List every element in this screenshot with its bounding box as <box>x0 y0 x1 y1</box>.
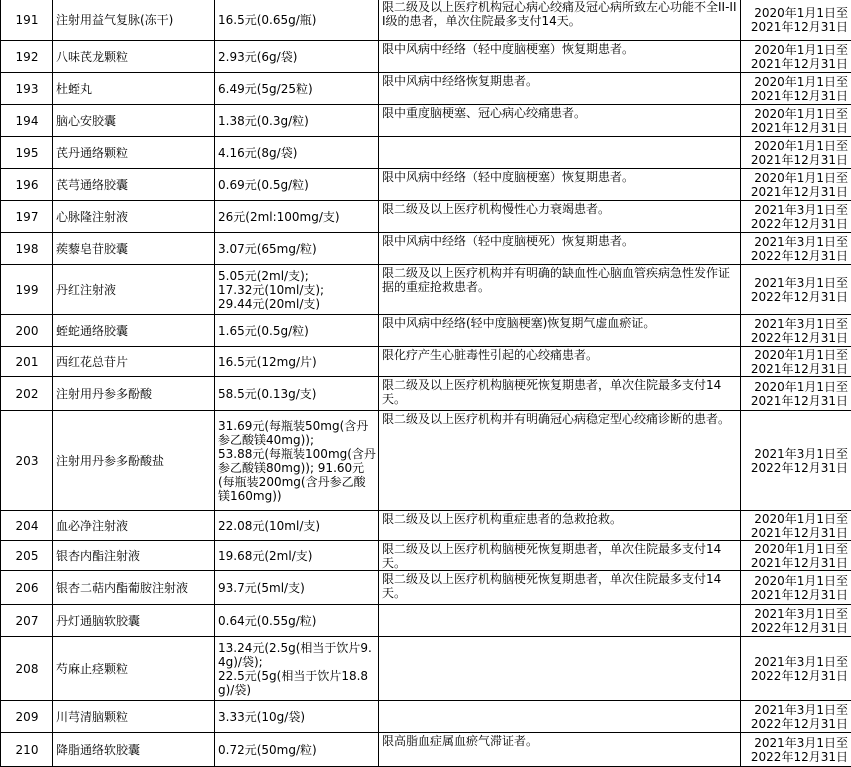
price-line: 19.68元(2ml/支) <box>218 549 376 563</box>
row-number: 199 <box>1 265 53 315</box>
period-line: 2020年1月1日至 <box>744 380 848 394</box>
payment-limit <box>379 605 741 637</box>
validity-period <box>741 347 851 377</box>
table-row <box>1 137 851 169</box>
validity-period <box>741 41 851 73</box>
payment-limit <box>379 701 741 733</box>
table-row <box>1 41 851 73</box>
table-row <box>1 605 851 637</box>
payment-limit <box>379 137 741 169</box>
payment-limit: 限二级及以上医疗机构脑梗死恢复期患者，单次住院最多支付14天。 <box>379 571 741 605</box>
price-line: 3.07元(65mg/粒) <box>218 242 376 256</box>
payment-limit: 限中风病中经络（轻中度脑梗塞）恢复期患者。 <box>379 169 741 201</box>
drug-name: 芪丹通络颗粒 <box>53 137 215 169</box>
period-line: 2021年3月1日至 <box>744 703 848 717</box>
drug-price <box>215 347 379 377</box>
price-line: 29.44元(20ml/支) <box>218 297 376 311</box>
period-line: 2021年12月31日 <box>744 588 848 602</box>
table-row <box>1 637 851 701</box>
period-line: 2021年12月31日 <box>744 185 848 199</box>
payment-limit <box>379 637 741 701</box>
row-number: 209 <box>1 701 53 733</box>
period-line: 2021年3月1日至 <box>744 276 848 290</box>
validity-period <box>741 411 851 511</box>
validity-period <box>741 265 851 315</box>
drug-price <box>215 541 379 571</box>
payment-limit: 限中重度脑梗塞、冠心病心绞痛患者。 <box>379 105 741 137</box>
price-line: 2.93元(6g/袋) <box>218 50 376 64</box>
drug-name: 银杏内酯注射液 <box>53 541 215 571</box>
period-line: 2021年3月1日至 <box>744 203 848 217</box>
row-number: 198 <box>1 233 53 265</box>
drug-name: 降脂通络软胶囊 <box>53 733 215 767</box>
price-line: 16.5元(12mg/片) <box>218 355 376 369</box>
price-line: 93.7元(5ml/支) <box>218 581 376 595</box>
row-number: 206 <box>1 571 53 605</box>
period-line: 2021年3月1日至 <box>744 736 848 750</box>
validity-period <box>741 137 851 169</box>
drug-name: 八味芪龙颗粒 <box>53 41 215 73</box>
validity-period <box>741 733 851 767</box>
drug-price <box>215 105 379 137</box>
drug-price <box>215 137 379 169</box>
price-line: 53.88元(每瓶装100mg(含丹参乙酸镁80mg)); 91.60元(每瓶装200mg(含丹参乙酸镁160mg)) <box>218 447 376 503</box>
drug-name: 蛭蛇通络胶囊 <box>53 315 215 347</box>
price-line: 58.5元(0.13g/支) <box>218 387 376 401</box>
drug-price <box>215 605 379 637</box>
drug-price <box>215 701 379 733</box>
price-line: 1.38元(0.3g/粒) <box>218 114 376 128</box>
price-line: 4.16元(8g/袋) <box>218 146 376 160</box>
table-row <box>1 377 851 411</box>
period-line: 2020年1月1日至 <box>744 542 848 556</box>
table-row <box>1 169 851 201</box>
row-number: 203 <box>1 411 53 511</box>
drug-name: 蒺藜皂苷胶囊 <box>53 233 215 265</box>
row-number: 197 <box>1 201 53 233</box>
period-line: 2022年12月31日 <box>744 331 848 345</box>
payment-limit: 限二级及以上医疗机构并有明确的缺血性心脑血管疾病急性发作证据的重症抢救患者。 <box>379 265 741 315</box>
price-line: 22.08元(10ml/支) <box>218 519 376 533</box>
period-line: 2021年3月1日至 <box>744 607 848 621</box>
period-line: 2020年1月1日至 <box>744 139 848 153</box>
row-number: 192 <box>1 41 53 73</box>
period-line: 2022年12月31日 <box>744 621 848 635</box>
validity-period <box>741 315 851 347</box>
drug-name: 脑心安胶囊 <box>53 105 215 137</box>
validity-period <box>741 377 851 411</box>
period-line: 2022年12月31日 <box>744 217 848 231</box>
drug-price <box>215 265 379 315</box>
table-row <box>1 733 851 767</box>
period-line: 2022年12月31日 <box>744 750 848 764</box>
validity-period <box>741 169 851 201</box>
drug-price <box>215 0 379 41</box>
period-line: 2021年3月1日至 <box>744 235 848 249</box>
row-number: 202 <box>1 377 53 411</box>
validity-period <box>741 541 851 571</box>
payment-limit: 限高脂血症属血瘀气滞证者。 <box>379 733 741 767</box>
drug-price <box>215 169 379 201</box>
period-line: 2021年12月31日 <box>744 89 848 103</box>
drug-price <box>215 571 379 605</box>
drug-name: 注射用丹参多酚酸盐 <box>53 411 215 511</box>
table-row <box>1 511 851 541</box>
table-row <box>1 701 851 733</box>
drug-price <box>215 733 379 767</box>
validity-period <box>741 605 851 637</box>
drug-price <box>215 315 379 347</box>
row-number: 205 <box>1 541 53 571</box>
period-line: 2022年12月31日 <box>744 249 848 263</box>
row-number: 201 <box>1 347 53 377</box>
price-line: 22.5元(5g(相当于饮片18.8g)/袋) <box>218 669 376 697</box>
drug-price <box>215 41 379 73</box>
drug-name: 丹灯通脑软胶囊 <box>53 605 215 637</box>
payment-limit: 限中风病中经络(轻中度脑梗塞)恢复期气虚血瘀证。 <box>379 315 741 347</box>
row-number: 207 <box>1 605 53 637</box>
period-line: 2022年12月31日 <box>744 717 848 731</box>
period-line: 2021年12月31日 <box>744 20 848 34</box>
period-line: 2020年1月1日至 <box>744 512 848 526</box>
table-row <box>1 0 851 41</box>
period-line: 2021年12月31日 <box>744 556 848 570</box>
price-line: 17.32元(10ml/支); <box>218 283 376 297</box>
row-number: 195 <box>1 137 53 169</box>
period-line: 2021年12月31日 <box>744 121 848 135</box>
row-number: 200 <box>1 315 53 347</box>
drug-name: 丹红注射液 <box>53 265 215 315</box>
validity-period <box>741 105 851 137</box>
validity-period <box>741 511 851 541</box>
price-line: 3.33元(10g/袋) <box>218 710 376 724</box>
validity-period <box>741 571 851 605</box>
price-line: 0.69元(0.5g/粒) <box>218 178 376 192</box>
drug-name: 川芎清脑颗粒 <box>53 701 215 733</box>
period-line: 2021年3月1日至 <box>744 447 848 461</box>
payment-limit: 限中风病中经络恢复期患者。 <box>379 73 741 105</box>
validity-period <box>741 201 851 233</box>
price-line: 5.05元(2ml/支); <box>218 269 376 283</box>
row-number: 193 <box>1 73 53 105</box>
drug-name: 心脉隆注射液 <box>53 201 215 233</box>
period-line: 2020年1月1日至 <box>744 348 848 362</box>
drug-price <box>215 233 379 265</box>
validity-period <box>741 0 851 41</box>
payment-limit: 限中风病中经络（轻中度脑梗死）恢复期患者。 <box>379 233 741 265</box>
drug-price <box>215 637 379 701</box>
drug-name: 芪芎通络胶囊 <box>53 169 215 201</box>
drug-price <box>215 411 379 511</box>
payment-limit: 限二级及以上医疗机构脑梗死恢复期患者，单次住院最多支付14天。 <box>379 541 741 571</box>
row-number: 194 <box>1 105 53 137</box>
period-line: 2020年1月1日至 <box>744 171 848 185</box>
validity-period <box>741 73 851 105</box>
price-line: 0.72元(50mg/粒) <box>218 743 376 757</box>
drug-price <box>215 511 379 541</box>
period-line: 2022年12月31日 <box>744 669 848 683</box>
drug-name: 西红花总苷片 <box>53 347 215 377</box>
period-line: 2021年12月31日 <box>744 362 848 376</box>
period-line: 2021年12月31日 <box>744 526 848 540</box>
payment-limit: 限化疗产生心脏毒性引起的心绞痛患者。 <box>379 347 741 377</box>
drug-price <box>215 377 379 411</box>
row-number: 196 <box>1 169 53 201</box>
table-row <box>1 411 851 511</box>
table-row <box>1 571 851 605</box>
period-line: 2021年12月31日 <box>744 394 848 408</box>
price-line: 1.65元(0.5g/粒) <box>218 324 376 338</box>
drug-name: 芍麻止痉颗粒 <box>53 637 215 701</box>
validity-period <box>741 701 851 733</box>
price-line: 13.24元(2.5g(相当于饮片9.4g)/袋); <box>218 641 376 669</box>
row-number: 204 <box>1 511 53 541</box>
drug-name: 注射用丹参多酚酸 <box>53 377 215 411</box>
table-row <box>1 201 851 233</box>
period-line: 2022年12月31日 <box>744 290 848 304</box>
payment-limit: 限中风病中经络（轻中度脑梗塞）恢复期患者。 <box>379 41 741 73</box>
drug-name: 血必净注射液 <box>53 511 215 541</box>
period-line: 2022年12月31日 <box>744 461 848 475</box>
table-row <box>1 541 851 571</box>
payment-limit: 限二级及以上医疗机构冠心病心绞痛及冠心病所致左心功能不全II-III级的患者，单次住院最多支付14天。 <box>379 0 741 41</box>
row-number: 208 <box>1 637 53 701</box>
drug-table-body <box>1 0 851 767</box>
drug-name: 银杏二萜内酯葡胺注射液 <box>53 571 215 605</box>
table-row <box>1 105 851 137</box>
price-line: 26元(2ml:100mg/支) <box>218 210 376 224</box>
period-line: 2020年1月1日至 <box>744 6 848 20</box>
period-line: 2020年1月1日至 <box>744 75 848 89</box>
period-line: 2020年1月1日至 <box>744 43 848 57</box>
validity-period <box>741 637 851 701</box>
period-line: 2021年12月31日 <box>744 153 848 167</box>
price-line: 6.49元(5g/25粒) <box>218 82 376 96</box>
row-number: 210 <box>1 733 53 767</box>
table-row <box>1 73 851 105</box>
drug-price <box>215 201 379 233</box>
validity-period <box>741 233 851 265</box>
price-line: 16.5元(0.65g/瓶) <box>218 13 376 27</box>
table-row <box>1 233 851 265</box>
table-row <box>1 347 851 377</box>
period-line: 2020年1月1日至 <box>744 107 848 121</box>
payment-limit: 限二级及以上医疗机构并有明确冠心病稳定型心绞痛诊断的患者。 <box>379 411 741 511</box>
period-line: 2020年1月1日至 <box>744 574 848 588</box>
period-line: 2021年3月1日至 <box>744 317 848 331</box>
period-line: 2021年3月1日至 <box>744 655 848 669</box>
price-line: 31.69元(每瓶装50mg(含丹参乙酸镁40mg)); <box>218 419 376 447</box>
table-row <box>1 265 851 315</box>
payment-limit: 限二级及以上医疗机构重症患者的急救抢救。 <box>379 511 741 541</box>
payment-limit: 限二级及以上医疗机构脑梗死恢复期患者，单次住院最多支付14天。 <box>379 377 741 411</box>
payment-limit: 限二级及以上医疗机构慢性心力衰竭患者。 <box>379 201 741 233</box>
row-number: 191 <box>1 0 53 41</box>
drug-name: 杜蛭丸 <box>53 73 215 105</box>
period-line: 2021年12月31日 <box>744 57 848 71</box>
table-row <box>1 315 851 347</box>
drug-name: 注射用益气复脉(冻干) <box>53 0 215 41</box>
price-line: 0.64元(0.55g/粒) <box>218 614 376 628</box>
drug-price <box>215 73 379 105</box>
